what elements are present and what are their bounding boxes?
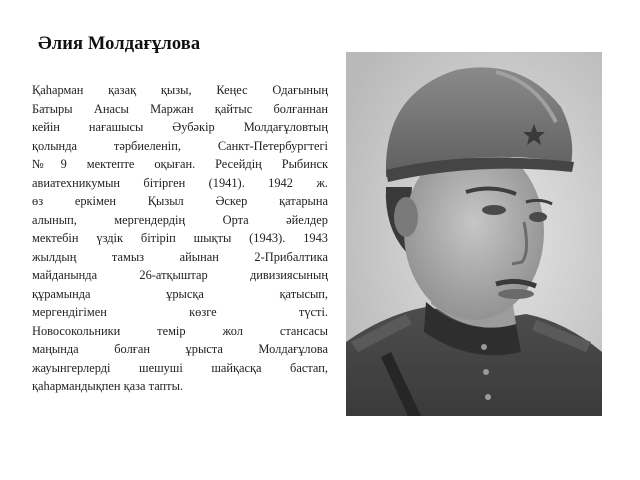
text-line: қолында тәрбиеленіп, Санкт-Петербургтегі <box>32 138 328 153</box>
text-line: алынып, мергендердің Орта әйелдер <box>32 212 328 227</box>
text-line: мектебін үздік бітіріп шықты (1943). 1943 <box>32 231 328 245</box>
text-line: Новосокольники темір жол стансасы <box>32 323 328 338</box>
portrait-photo <box>346 52 602 416</box>
text-line: авиатехникумын бітірген (1941). 1942 ж. <box>32 175 328 190</box>
text-line: майданында 26-атқыштар дивизиясының <box>32 268 328 282</box>
text-line: жауынгерлерді шешуші шайқасқа бастап, <box>32 360 328 375</box>
biography-paragraph <box>32 81 328 396</box>
text-line: Батыры Анасы Маржан қайтыс болғаннан <box>32 101 328 116</box>
text-line: №9 мектепте оқыған. Ресейдің Рыбинск <box>32 157 328 171</box>
text-line: қаһармандықпен қаза тапты. <box>32 379 183 393</box>
portrait-illustration <box>346 52 602 416</box>
text-line: кейін нағашысы Әубәкір Молдағұловтың <box>32 120 328 134</box>
page-title: Әлия Молдағұлова <box>38 34 201 54</box>
text-line: мергендігімен көзге түсті. <box>32 305 328 319</box>
text-line: маңында болған ұрыста Молдағұлова <box>32 342 328 356</box>
text-line: Қаһарман қазақ қызы, Кеңес Одағының <box>32 83 328 97</box>
text-line: өз еркімен Қызыл Әскер қатарына <box>32 194 328 208</box>
text-line: құрамында ұрысқа қатысып, <box>32 286 328 301</box>
text-line: жылдың тамыз айынан 2-Прибалтика <box>32 249 328 264</box>
